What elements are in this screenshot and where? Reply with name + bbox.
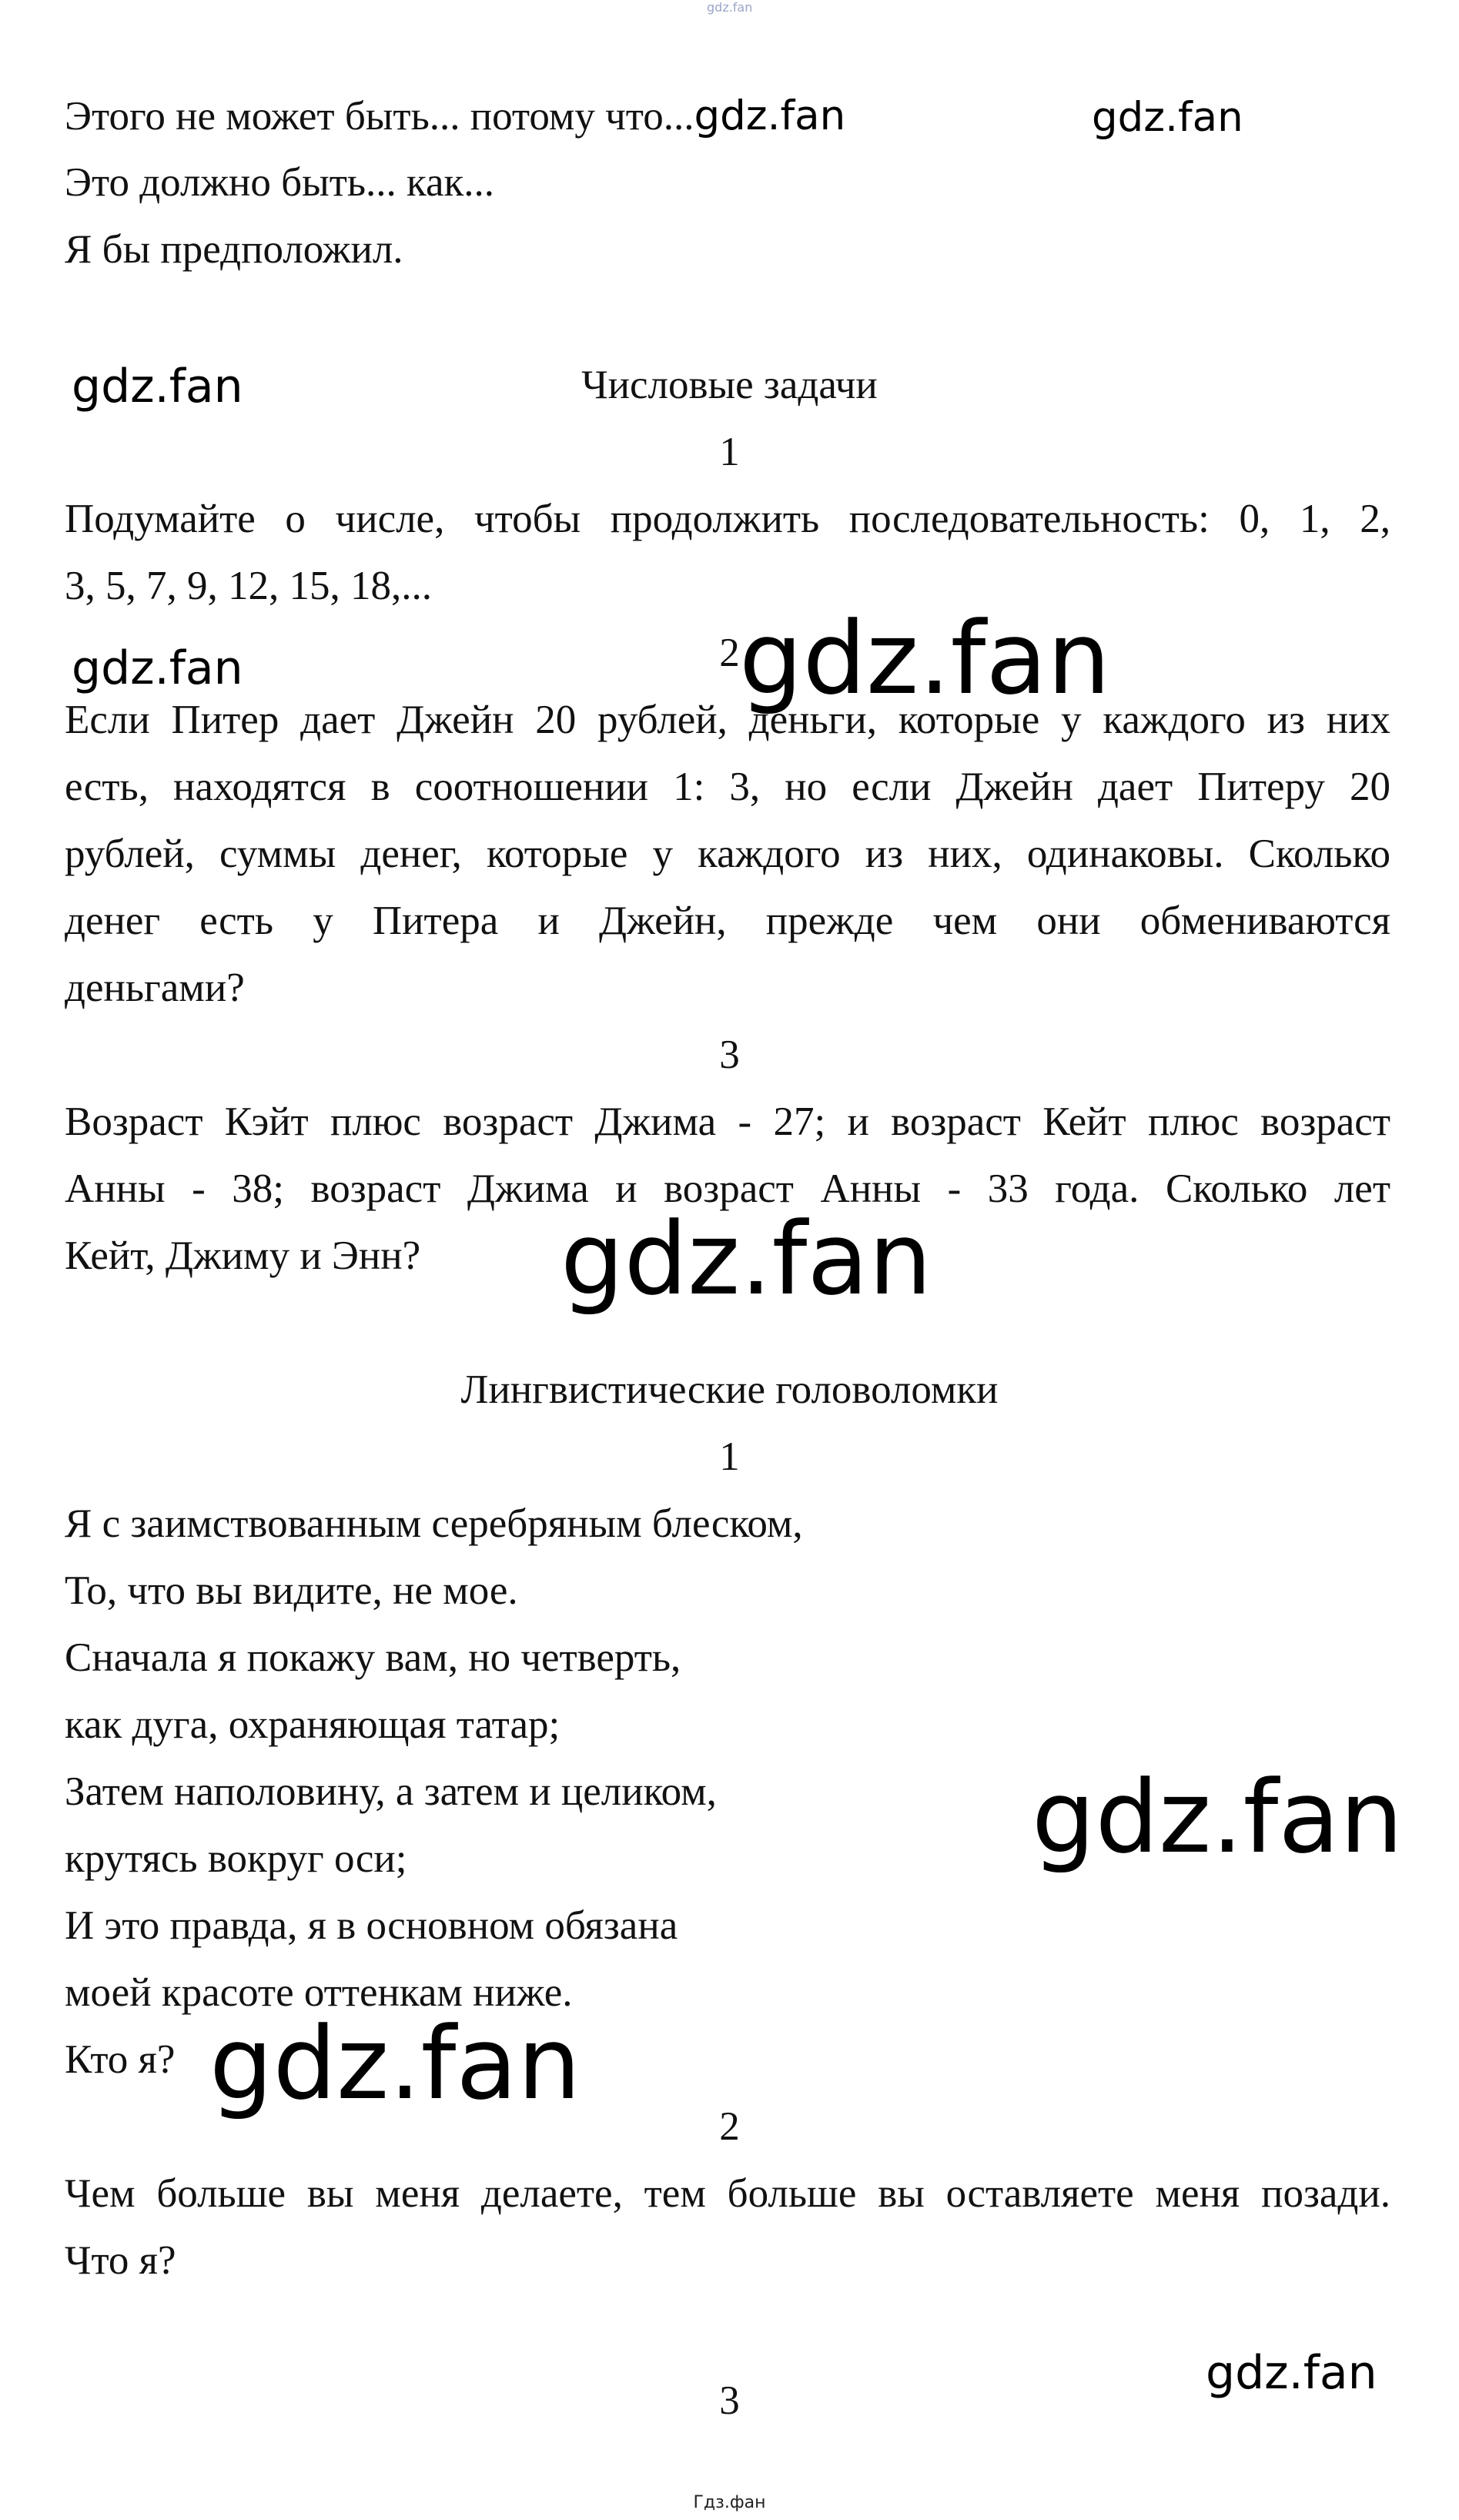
problem-number: 3 [719,1032,740,1077]
problem-text-line: Возраст Кэйт плюс возраст Джима - 27; и возраст Кейт плюс возраст [65,1099,1390,1144]
problem-number: 2 [719,631,740,675]
watermark: gdz.fan [1092,94,1243,141]
watermark: gdz.fan [561,1200,932,1317]
poem-line: Сначала я покажу вам, но четверть, [65,1635,681,1680]
page-footer: Гдз.фан [693,2493,766,2512]
poem-line: Затем наполовину, а затем и целиком, [65,1769,717,1814]
poem-line: крутясь вокруг оси; [65,1836,407,1881]
problem-text-line: Подумайте о числе, чтобы продолжить последовательность: 0, 1, 2, [65,497,1390,541]
watermark: gdz.fan [739,600,1111,717]
poem-line: Кто я? [65,2037,176,2082]
watermark: gdz.fan [72,641,243,695]
watermark: gdz.fan [1032,1759,1404,1876]
problem-text-line: Что я? [65,2238,176,2283]
watermark: gdz.fan [694,92,846,139]
problem-text-line: рублей, суммы денег, которые у каждого из них, одинаковы. Сколько [65,832,1390,876]
problem-number: 3 [719,2378,740,2423]
problem-text-line: денег есть у Питера и Джейн, прежде чем они обмениваются [65,899,1390,943]
intro-line-1-text: Этого не может быть... потому что... [65,94,694,139]
intro-line-1 [65,92,846,139]
problem-text-line: деньгами? [65,965,245,1010]
problem-text-line: Анны - 38; возраст Джима и возраст Анны - 33 года. Сколько лет [65,1166,1390,1211]
problem-text-line: Если Питер дает Джейн 20 рублей, деньги, которые у каждого из них [65,698,1390,742]
problem-text-line: 3, 5, 7, 9, 12, 15, 18,... [65,564,432,608]
watermark: gdz.fan [72,360,243,413]
section-title-linguistic: Лингвистические головоломки [460,1367,999,1412]
problem-text-line: Чем больше вы меня делаете, тем больше вы оставляете меня позади. [65,2171,1390,2216]
problem-number: 1 [719,1434,740,1479]
problem-number: 2 [719,2104,740,2149]
poem-line: То, что вы видите, не мое. [65,1568,518,1613]
poem-line: Я с заимствованным серебряным блеском, [65,1501,803,1546]
poem-line: И это правда, я в основном обязана [65,1903,678,1948]
watermark: gdz.fan [209,2005,581,2122]
problem-number: 1 [719,430,740,474]
section-title-numeric: Числовые задачи [581,363,878,407]
intro-line-2: Это должно быть... как... [65,160,495,205]
problem-text-line: Кейт, Джиму и Энн? [65,1233,421,1278]
poem-line: как дуга, охраняющая татар; [65,1702,561,1747]
header-watermark: gdz.fan [707,0,753,15]
intro-line-3: Я бы предположил. [65,227,403,272]
watermark: gdz.fan [1206,2346,1377,2400]
poem-line: моей красоте оттенкам ниже. [65,1970,573,2015]
problem-text-line: есть, находятся в соотношении 1: 3, но если Джейн дает Питеру 20 [65,765,1390,809]
